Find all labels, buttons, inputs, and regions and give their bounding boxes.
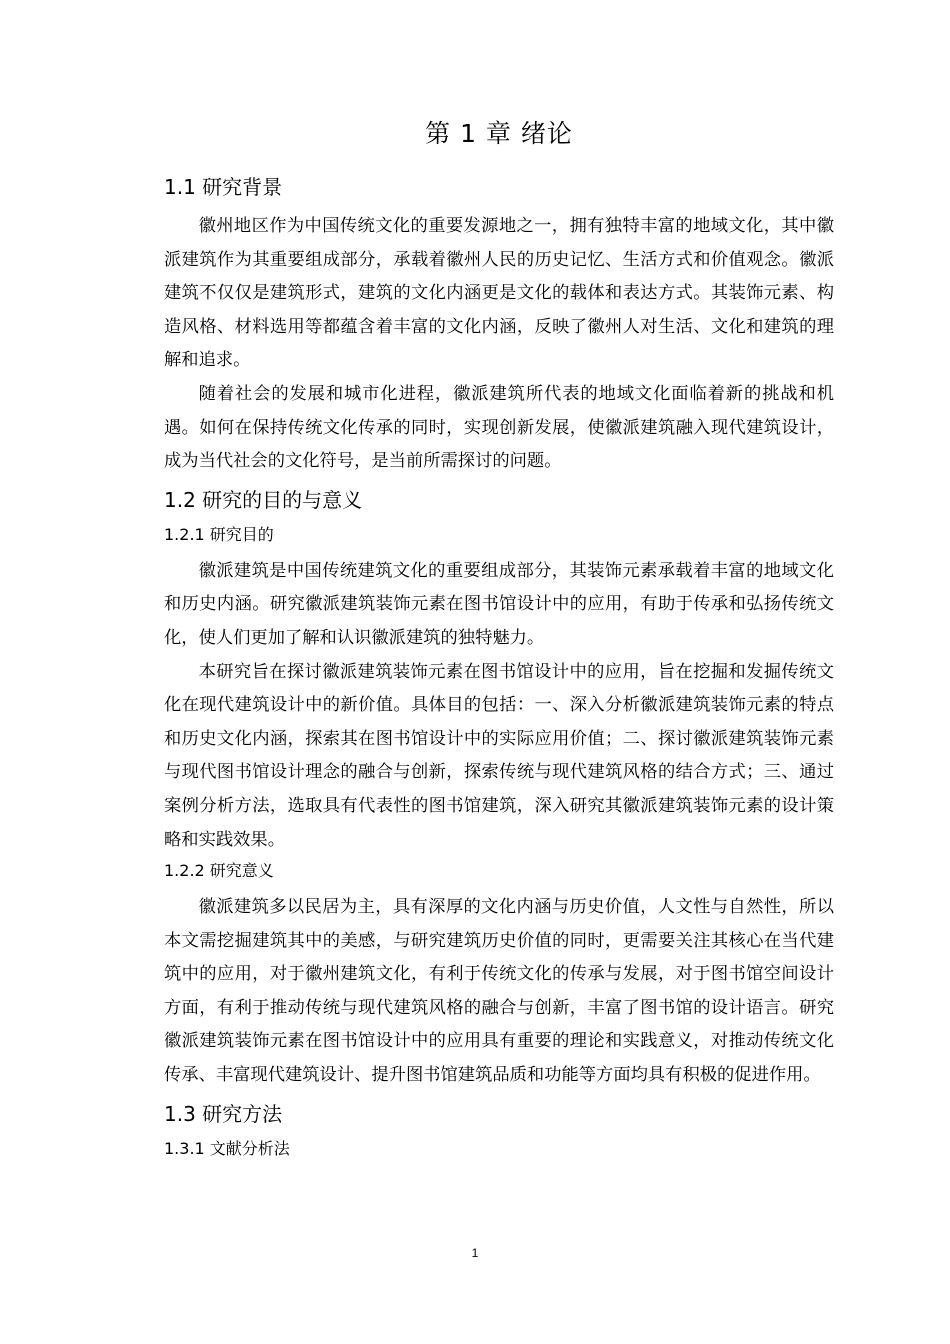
- section-heading: 1.1 研究背景: [164, 175, 283, 199]
- subsection-1-2-2: [164, 859, 834, 1093]
- paragraph: 徽派建筑多以民居为主，具有深厚的文化内涵与历史价值，人文性与自然性，所以本文需挖掘建筑其中的美感，与研究建筑历史价值的同时，更需要关注其核心在当代建筑中的应用，对于徽州建筑文化，有利于传统文化的传承与发展，对于图书馆空间设计方面，有利于推动传统与现代建筑风格的融合与创新，丰富了图书馆的设计语言。研究徽派建筑装饰元素在图书馆设计中的应用具有重要的理论和实践意义，对推动传统文化传承、丰富现代建筑设计、提升图书馆建筑品质和功能等方面均具有积极的促进作用。: [164, 897, 834, 1086]
- paragraph: 徽派建筑是中国传统建筑文化的重要组成部分，其装饰元素承载着丰富的地域文化和历史内涵。研究徽派建筑装饰元素在图书馆设计中的应用，有助于传承和弘扬传统文化，使人们更加了解和认识徽派建筑的独特魅力。: [164, 560, 834, 648]
- page-content: [164, 112, 834, 1169]
- subsection-heading: 1.2.2 研究意义: [164, 861, 274, 881]
- paragraph: 本研究旨在探讨徽派建筑装饰元素在图书馆设计中的应用，旨在挖掘和发掘传统文化在现代建筑设计中的新价值。具体目的包括：一、深入分析徽派建筑装饰元素的特点和历史文化内涵，探索其在图书馆设计中的实际应用价值；二、探讨徽派建筑装饰元素与现代图书馆设计理念的融合与创新，探索传统与现代建筑风格的结合方式；三、通过案例分析方法，选取具有代表性的图书馆建筑，深入研究其徽派建筑装饰元素的设计策略和实践效果。: [164, 661, 834, 850]
- chapter-title: 第 1 章 绪论: [425, 119, 573, 148]
- section-heading: 1.3 研究方法: [164, 1101, 283, 1126]
- section-1-1: [164, 172, 834, 479]
- subsection-1-2-1: [164, 523, 834, 857]
- subsection-heading: 1.2.1 研究目的: [164, 524, 274, 544]
- paragraph: 徽州地区作为中国传统文化的重要发源地之一，拥有独特丰富的地域文化，其中徽派建筑作为其重要组成部分，承载着徽州人民的历史记忆、生活方式和价值观念。徽派建筑不仅仅是建筑形式，建筑的文化内涵更是文化的载体和表达方式。其装饰元素、构造风格、材料选用等都蕴含着丰富的文化内涵，反映了徽州人对生活、文化和建筑的理解和追求。: [164, 216, 834, 371]
- section-1-3: [164, 1099, 834, 1161]
- page-number: 1: [471, 1246, 479, 1260]
- subsection-heading: 1.3.1 文献分析法: [164, 1138, 290, 1158]
- paragraph: 随着社会的发展和城市化进程，徽派建筑所代表的地域文化面临着新的挑战和机遇。如何在保持传统文化传承的同时，实现创新发展，使徽派建筑融入现代建筑设计，成为当代社会的文化符号，是当前所需探讨的问题。: [164, 383, 834, 472]
- section-1-2: [164, 485, 834, 1093]
- section-heading: 1.2 研究的目的与意义: [164, 487, 363, 512]
